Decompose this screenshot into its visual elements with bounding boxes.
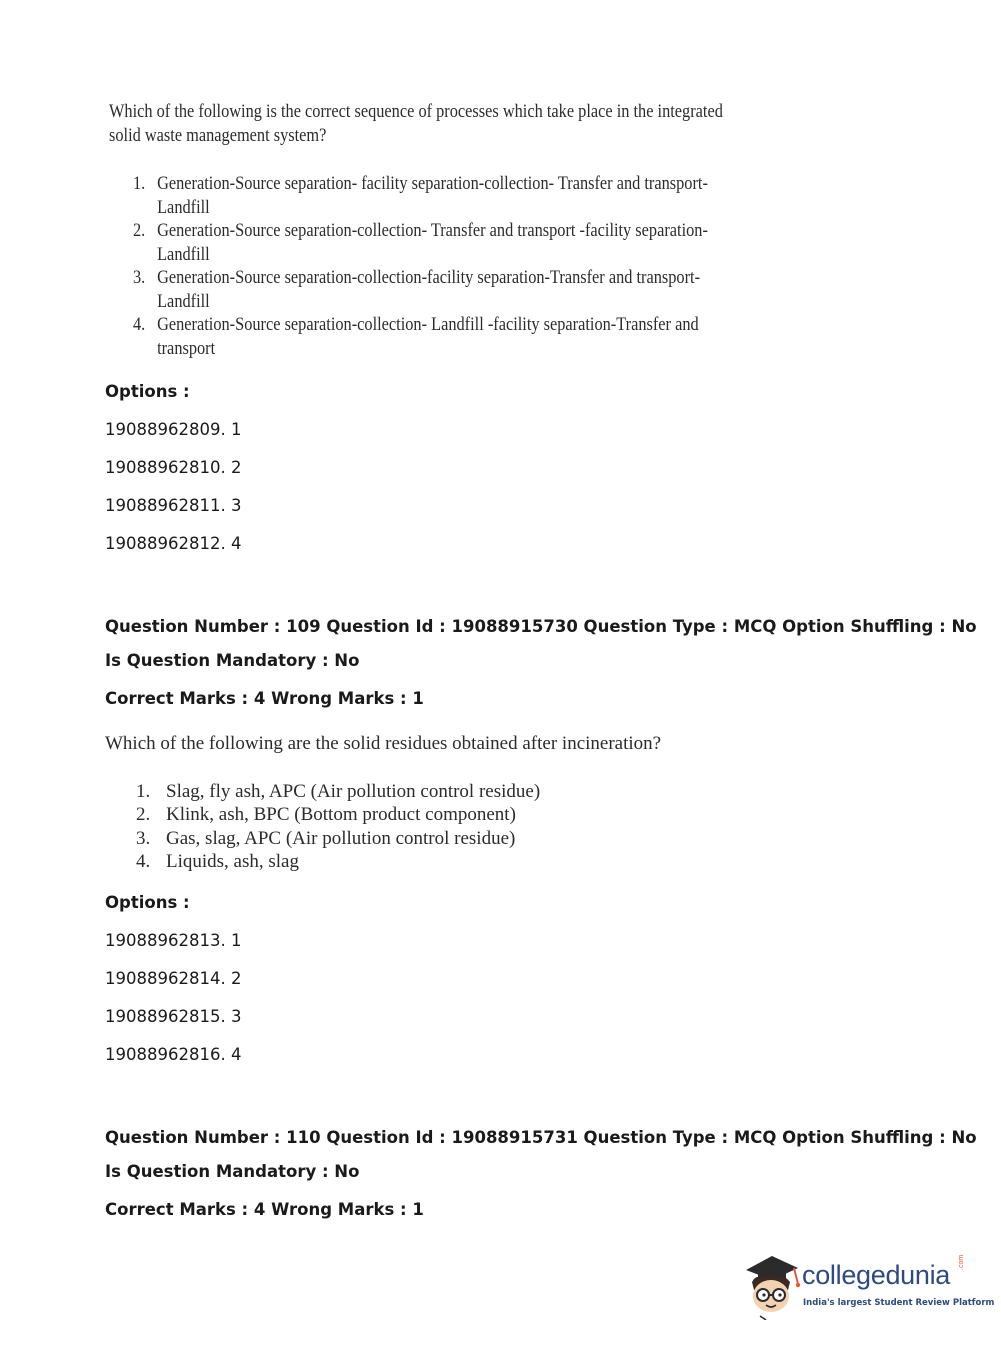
question-109-choices [136,780,540,873]
options-label: Options : [105,893,190,912]
question-109-marks: Correct Marks : 4 Wrong Marks : 1 [105,689,424,708]
question-110-marks: Correct Marks : 4 Wrong Marks : 1 [105,1200,424,1219]
choice-item: 4. Liquids, ash, slag [136,850,299,872]
option-id: 19088962815. 3 [105,1007,242,1026]
question-109-stem: Which of the following are the solid residues obtained after incineration? [105,733,662,754]
choice-item: 2. Klink, ash, BPC (Bottom product component) [136,804,516,826]
question-110-mandatory: Is Question Mandatory : No [105,1162,360,1181]
option-id: 19088962811. 3 [105,496,242,515]
option-id: 19088962809. 1 [105,420,242,439]
logo-brand-text: collegedunia [802,1260,951,1290]
choice-item: 1. Generation-Source separation- facility separation-collection- Transfer and transport-Landfill [133,173,708,218]
choice-item: 1. Slag, fly ash, APC (Air pollution control residue) [136,781,541,802]
choice-item: 2. Generation-Source separation-collection- Transfer and transport -facility separation-Landfill [133,220,708,265]
option-id: 19088962812. 4 [105,534,242,553]
question-109-header: Question Number : 109 Question Id : 19088915730 Question Type : MCQ Option Shuffling : No [105,617,977,636]
choice-item: 3. Gas, slag, APC (Air pollution control residue) [136,827,516,849]
option-id: 19088962816. 4 [105,1045,242,1064]
collegedunia-logo[interactable] [742,1250,995,1320]
choice-item: 4. Generation-Source separation-collection- Landfill -facility separation-Transfer and transport [133,314,699,359]
question-110-header: Question Number : 110 Question Id : 19088915731 Question Type : MCQ Option Shuffling : No [105,1128,977,1147]
option-id: 19088962810. 2 [105,458,242,477]
question-108-choices [133,172,833,360]
option-id: 19088962814. 2 [105,969,242,988]
question-108-stem: Which of the following is the correct sequence of processes which take place in the integrated solid waste management system? [109,101,723,146]
logo-tagline: India's largest Student Review Platform [803,1298,995,1308]
student-mascot-icon [742,1250,802,1320]
question-108-image [109,100,749,359]
option-id: 19088962813. 1 [105,931,242,950]
choice-item: 3. Generation-Source separation-collection-facility separation-Transfer and transport-Landfill [133,267,701,312]
question-109-mandatory: Is Question Mandatory : No [105,651,360,670]
options-label: Options : [105,382,190,401]
logo-dotcom-text: .com [958,1254,965,1270]
